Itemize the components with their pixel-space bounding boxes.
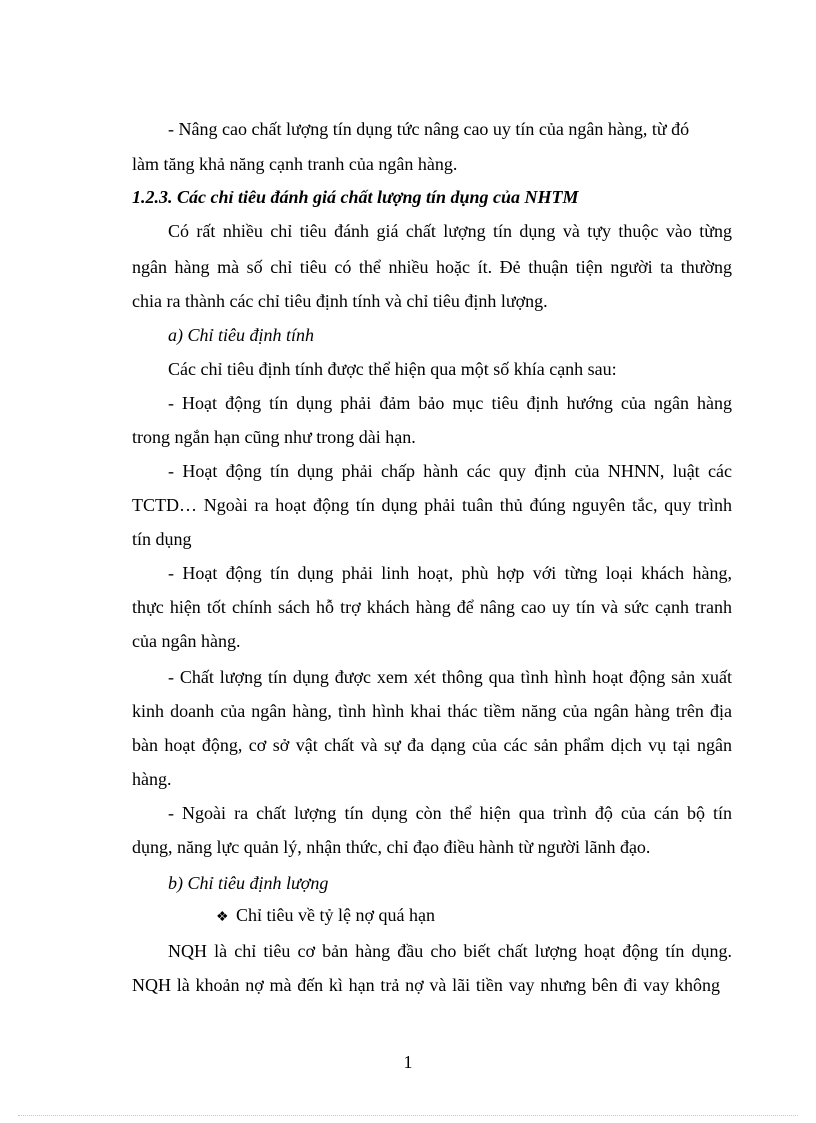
bullet-text: Chỉ tiêu về tỷ lệ nợ quá hạn — [236, 905, 435, 925]
paragraph-line: kinh doanh của ngân hàng, tình hình khai thác tiềm năng của ngân hàng trên địa — [132, 701, 732, 721]
paragraph-line: trong ngắn hạn cũng như trong dài hạn. — [132, 427, 416, 447]
section-heading: 1.2.3. Các chỉ tiêu đánh giá chất lượng tín dụng của NHTM — [132, 187, 579, 207]
paragraph-line: - Ngoài ra chất lượng tín dụng còn thể hiện qua trình độ của cán bộ tín — [168, 803, 732, 823]
paragraph-line: làm tăng khả năng cạnh tranh của ngân hàng. — [132, 154, 458, 174]
paragraph-line: TCTD… Ngoài ra hoạt động tín dụng phải tuân thủ đúng nguyên tắc, quy trình — [132, 495, 732, 515]
paragraph-line: ngân hàng mà số chỉ tiêu có thể nhiều hoặc ít. Đẻ thuận tiện người ta thường — [132, 257, 732, 277]
paragraph-line: Các chỉ tiêu định tính được thể hiện qua một số khía cạnh sau: — [168, 359, 617, 379]
page-bottom-divider — [18, 1115, 798, 1116]
paragraph-line: - Nâng cao chất lượng tín dụng tức nâng cao uy tín của ngân hàng, từ đó — [168, 119, 690, 139]
paragraph-line: hàng. — [132, 769, 172, 789]
paragraph-line: - Hoạt động tín dụng phải linh hoạt, phù hợp với từng loại khách hàng, — [168, 563, 732, 583]
paragraph-line: - Hoạt động tín dụng phải đảm bảo mục tiêu định hướng của ngân hàng — [168, 393, 732, 413]
paragraph-line: Có rất nhiều chỉ tiêu đánh giá chất lượng tín dụng và tựy thuộc vào từng — [168, 221, 732, 241]
paragraph-line: thực hiện tốt chính sách hỗ trợ khách hàng để nâng cao uy tín và sức cạnh tranh — [132, 597, 732, 617]
paragraph-line: bàn hoạt động, cơ sở vật chất và sự đa dạng của các sản phẩm dịch vụ tại ngân — [132, 735, 732, 755]
diamond-bullet-icon: ❖ — [216, 910, 229, 925]
paragraph-line: - Chất lượng tín dụng được xem xét thông qua tình hình hoạt động sản xuất — [168, 667, 732, 687]
subsection-heading: a) Chỉ tiêu định tính — [168, 325, 314, 345]
paragraph-line: NQH là chỉ tiêu cơ bản hàng đầu cho biết chất lượng hoạt động tín dụng. — [168, 941, 732, 961]
paragraph-line: - Hoạt động tín dụng phải chấp hành các quy định của NHNN, luật các — [168, 461, 732, 481]
bullet-item — [216, 904, 435, 929]
paragraph-line: NQH là khoản nợ mà đến kì hạn trả nợ và lãi tiền vay nhưng bên đi vay không — [132, 975, 720, 995]
subsection-heading: b) Chỉ tiêu định lượng — [168, 873, 329, 893]
paragraph-line: của ngân hàng. — [132, 631, 241, 651]
paragraph-line: chia ra thành các chỉ tiêu định tính và chỉ tiêu định lượng. — [132, 291, 548, 311]
paragraph-line: dụng, năng lực quản lý, nhận thức, chỉ đạo điều hành từ người lãnh đạo. — [132, 837, 651, 857]
paragraph-line: tín dụng — [132, 529, 192, 549]
page-number: 1 — [403, 1052, 413, 1072]
